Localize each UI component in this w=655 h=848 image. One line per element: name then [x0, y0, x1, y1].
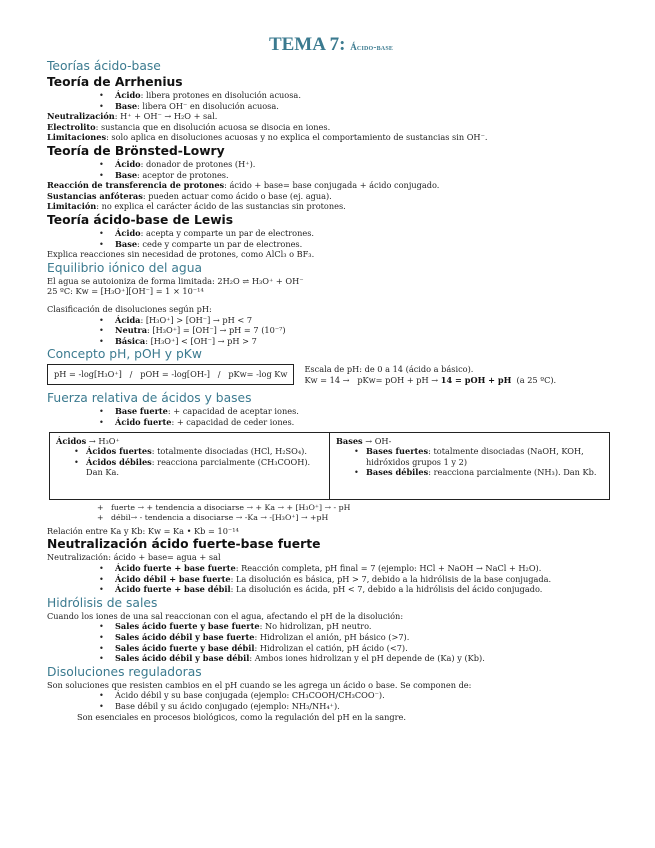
spacer	[47, 297, 615, 304]
acids-column	[50, 433, 329, 499]
acids-bases-table	[49, 432, 610, 500]
list-item: • Sales ácido débil y base débil: Ambos iones hidrolizan y el pH depende de (Ka) y (Kb).	[47, 653, 615, 664]
text-line: Son soluciones que resisten cambios en el pH cuando se les agrega un ácido o base. Se componen de:	[47, 679, 472, 690]
text-line: Relación entre Ka y Kb: Kw = Ka • Kb = 10⁻¹⁴	[47, 525, 239, 536]
section-heading-equilibrio: Equilibrio iónico del agua	[47, 260, 203, 275]
list-item: • Base débil y su ácido conjugado (ejemplo: NH₃/NH₄⁺).	[47, 701, 615, 712]
text-line: Cuando los iones de una sal reaccionan con el agua, afectando el pH de la disolución:	[47, 610, 404, 621]
list-item: • Ácido fuerte: + capacidad de ceder iones.	[47, 417, 615, 428]
heading-lewis: Teoría ácido-base de Lewis	[47, 212, 234, 227]
text-line: Escala de pH: de 0 a 14 (ácido a básico).	[304, 364, 474, 375]
list-item: • Ácido fuerte + base débil: La disolución es ácida, pH < 7, debido a la hidrólisis del ácido conjugado.	[47, 584, 615, 595]
list-item: • Ácido: libera protones en disolución acuosa.	[47, 90, 615, 101]
section-heading-fuerza: Fuerza relativa de ácidos y bases	[47, 391, 252, 406]
title-main: TEMA 7:	[268, 34, 346, 55]
formula-text: pH = -log[H₃O⁺] / pOH = -log[OH-] / pKw= -log Kw	[54, 369, 288, 380]
text-line: Reacción de transferencia de protones: ácido + base= base conjugada + ácido conjugado.	[47, 180, 440, 191]
list-item: • Básica: [H₃O⁺] < [OH⁻] → pH > 7	[47, 336, 615, 347]
section-heading-concepto: Concepto pH, pOH y pKw	[47, 347, 202, 362]
formula-note	[304, 364, 556, 385]
section-heading-hidrolisis: Hidrólisis de sales	[47, 595, 158, 610]
list-item: • Ácido débil + base fuerte: La disolución es básica, pH > 7, debido a la hidrólisis de la base conjugada.	[47, 574, 615, 585]
text-line: Neutralización: H⁺ + OH⁻ → H₂O + sal.	[47, 111, 218, 122]
section-heading-teorias: Teorías ácido-base	[47, 59, 161, 73]
list-item: • Ácido fuerte + base fuerte: Reacción completa, pH final = 7 (ejemplo: HCl + NaOH → NaCl + H₂O).	[47, 563, 615, 574]
list-item: • Sales ácido débil y base fuerte: Hidrolizan el anión, pH básico (>7).	[47, 632, 615, 643]
list-item: • Base: aceptor de protones.	[47, 170, 615, 181]
formula-row	[47, 364, 615, 385]
heading-bronsted: Teoría de Brönsted-Lowry	[47, 143, 225, 158]
list-item: • Ácido: donador de protones (H⁺).	[47, 159, 615, 170]
section-heading-reguladoras: Disoluciones reguladoras	[47, 664, 202, 679]
text-line: El agua se autoioniza de forma limitada: 2H₂O ⇌ H₃O⁺ + OH⁻	[47, 275, 304, 286]
list-item: • Ácido: acepta y comparte un par de electrones.	[47, 228, 615, 239]
list-item: • Bases débiles: reacciona parcialmente (NH₃). Dan Kb.	[336, 467, 603, 478]
text-line: Clasificación de disoluciones según pH:	[47, 303, 212, 314]
list-item: • Base fuerte: + capacidad de aceptar iones.	[47, 406, 615, 417]
list-item: • Neutra: [H₃O⁺] = [OH⁻] → pH = 7 (10⁻⁷)	[47, 325, 615, 336]
page-title	[47, 34, 615, 58]
text-line: 25 ºC: Kw = [H₃O⁺][OH⁻] = 1 × 10⁻¹⁴	[47, 286, 204, 297]
list-item: • Sales ácido fuerte y base fuerte: No hidrolizan, pH neutro.	[47, 621, 615, 632]
list-item: • Ácidos fuertes: totalmente disociadas (HCl, H₂SO₄).	[56, 446, 323, 457]
column-title: Bases → OH-	[336, 435, 392, 446]
list-item: + fuerte → + tendencia a disociarse → + Ka → + [H₃O⁺] → - pH	[47, 503, 615, 514]
list-item: • Bases fuertes: totalmente disociadas (NaOH, KOH, hidróxidos grupos 1 y 2)	[336, 446, 603, 467]
text-line: Electrolito: sustancia que en disolución acuosa se disocia en iones.	[47, 121, 331, 132]
title-sub: Ácido-base	[350, 42, 394, 52]
heading-neutralizacion: Neutralización ácido fuerte-base fuerte	[47, 537, 321, 552]
formula-box	[47, 364, 294, 385]
heading-arrhenius: Teoría de Arrhenius	[47, 75, 183, 89]
text-line: Limitaciones: solo aplica en disoluciones acuosas y no explica el comportamiento de sustancias sin OH⁻.	[47, 132, 488, 143]
text-line: Sustancias anfóteras: pueden actuar como ácido o base (ej. agua).	[47, 190, 332, 201]
list-item: • Ácidos débiles: reacciona parcialmente (CH₃COOH). Dan Ka.	[56, 457, 323, 478]
list-item: • Ácido débil y su base conjugada (ejemplo: CH₃COOH/CH₃COO⁻).	[47, 690, 615, 701]
text-line: Neutralización: ácido + base= agua + sal	[47, 552, 221, 563]
list-item: • Base: cede y comparte un par de electrones.	[47, 239, 615, 250]
list-item: • Base: libera OH⁻ en disolución acuosa.	[47, 101, 615, 112]
text-line: Limitación: no explica el carácter ácido de las sustancias sin protones.	[47, 201, 346, 212]
list-item: • Sales ácido fuerte y base débil: Hidrolizan el catión, pH ácido (<7).	[47, 643, 615, 654]
list-item: + débil→ - tendencia a disociarse → -Ka → -[H₃O⁺] → +pH	[47, 513, 615, 524]
text-line: Kw = 14 → pKw= pOH + pH → 14 = pOH + pH (a 25 ºC).	[304, 374, 557, 385]
list-item: • Ácida: [H₃O⁺] > [OH⁻] → pH < 7	[47, 315, 615, 326]
bases-column	[329, 433, 609, 499]
text-line: Son esenciales en procesos biológicos, como la regulación del pH en la sangre.	[77, 711, 406, 722]
text-line: Explica reacciones sin necesidad de protones, como AlCl₃ o BF₃.	[47, 249, 315, 260]
column-title: Ácidos → H₃O⁺	[56, 435, 120, 446]
